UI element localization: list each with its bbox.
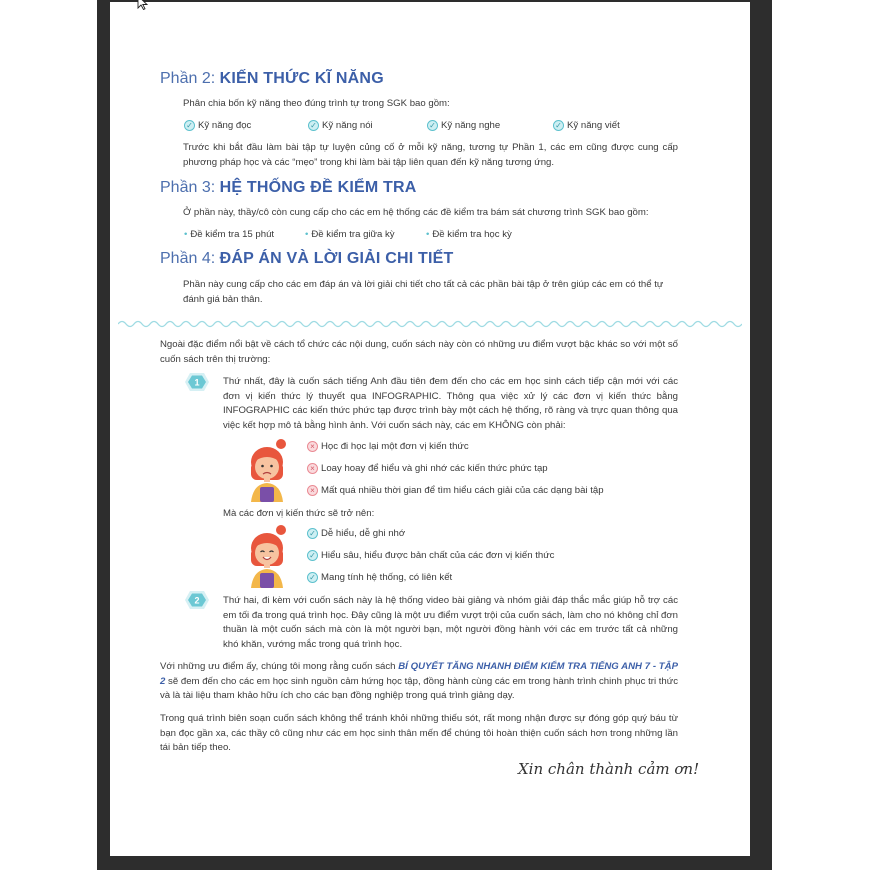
check-icon: ✓ (307, 550, 318, 561)
check-icon: ✓ (308, 120, 319, 131)
cross-icon: × (307, 463, 318, 474)
closing-paragraph-2: Trong quá trình biên soạn cuốn sách không thể tránh khỏi những thiếu sót, rất mong nhận được sự đóng góp quý báu từ bạn đọc gần xa, các thầy cô cũng như các em học sinh thân mến để chúng tôi hoàn thiện cuốn sách hơn trong những lần tái bản tiếp theo. (160, 713, 678, 753)
svg-text:1: 1 (194, 377, 200, 388)
check-icon: ✓ (427, 120, 438, 131)
check-icon: ✓ (307, 528, 318, 539)
wavy-divider (118, 319, 742, 329)
mouse-cursor-icon (136, 0, 150, 10)
signature: Xin chân thành cảm ơn! (518, 760, 700, 778)
test-item: • Đề kiểm tra giữa kỳ (305, 229, 395, 240)
part3-title: HỆ THỐNG ĐỀ KIỂM TRA (219, 179, 417, 196)
point2-text: Thứ hai, đi kèm với cuốn sách này là hệ thống video bài giảng và nhóm giải đáp thắc mắc giúp hỗ trợ các em tối đa trong quá trình học. Đây cũng là một ưu điểm vượt trội của cuốn sách, làm cho nó không chỉ đơn thuần là một cuốn sách mà còn là một người bạn, một người đồng hành với các em trước tất cả những khó khăn, vướng mắc trong quá trình học. (223, 595, 678, 650)
point1-text: Thứ nhất, đây là cuốn sách tiếng Anh đầu tiên đem đến cho các em học sinh cách tiếp cận mới với các đơn vị kiến thức lý thuyết qua INFOGRAPHIC. Thông qua việc xử lý các đơn vị kiến thức bằng INFOGRAPHIC các kiến thức phức tạp được trình bày một cách hệ thống, rõ ràng và trực quan thông qua việc kết hợp mô tả bằng hình ảnh. Với cuốn sách này, các em KHÔNG còn phải: (223, 376, 678, 431)
girl-happy-illustration (243, 524, 291, 588)
part4-prefix: Phần 4: (160, 250, 216, 267)
part2-heading (160, 70, 384, 88)
positive-item: ✓ Hiểu sâu, hiểu được bản chất của các đơn vị kiến thức (307, 550, 554, 561)
number-badge-1 (184, 372, 210, 392)
cross-icon: × (307, 485, 318, 496)
test-item: • Đề kiểm tra học kỳ (426, 229, 512, 240)
part2-prefix: Phần 2: (160, 70, 216, 87)
skill-item: ✓ Kỹ năng nghe (427, 120, 500, 131)
check-icon: ✓ (184, 120, 195, 131)
part2-title: KIẾN THỨC KĨ NĂNG (219, 70, 384, 87)
girl-confused-illustration (243, 438, 291, 502)
check-icon: ✓ (553, 120, 564, 131)
positive-item: ✓ Dễ hiểu, dễ ghi nhớ (307, 528, 405, 539)
part4-description: Phần này cung cấp cho các em đáp án và lời giải chi tiết cho tất cả các phần bài tập ở trên giúp các em có thể tự đánh giá bản thân. (183, 279, 664, 305)
test-item: • Đề kiểm tra 15 phút (184, 229, 274, 240)
skill-item: ✓ Kỹ năng nói (308, 120, 373, 131)
check-icon: ✓ (307, 572, 318, 583)
skill-item: ✓ Kỹ năng viết (553, 120, 620, 131)
negative-item: × Mất quá nhiều thời gian để tìm hiểu cách giải của các dạng bài tập (307, 485, 604, 496)
closing-paragraph-1: Với những ưu điểm ấy, chúng tôi mong rằng cuốn sách BÍ QUYẾT TĂNG NHANH ĐIỂM KIỂM TRA TIẾNG ANH 7 - TẬP 2 sẽ đem đến cho các em học sinh nguồn cảm hứng học tập, đồng hành cùng các em trong hành trình chinh phục tri thức và là tài liệu tham khảo hữu ích cho các bạn đồng nghiệp trong quá trình giảng dạy. (160, 661, 678, 701)
positive-item: ✓ Mang tính hệ thống, có liên kết (307, 572, 452, 583)
part2-description: Trước khi bắt đầu làm bài tập tự luyện củng cố ở mỗi kỹ năng, tương tự Phần 1, các em cũng được cung cấp phương pháp học và các “mẹo” trong khi làm bài tập liên quan đến kỹ năng tương ứng. (183, 142, 678, 168)
number-badge-2 (184, 590, 210, 610)
features-intro: Ngoài đặc điểm nổi bật về cách tổ chức các nội dung, cuốn sách này còn có những ưu điểm vượt bậc khác so với một số cuốn sách trên thị trường: (160, 339, 678, 365)
cross-icon: × (307, 441, 318, 452)
part3-intro: Ở phần này, thầy/cô còn cung cấp cho các em hệ thống các đề kiểm tra bám sát chương trình SGK bao gồm: (183, 207, 649, 218)
negative-item: × Loay hoay để hiểu và ghi nhớ các kiến thức phức tạp (307, 463, 548, 474)
skill-item: ✓ Kỹ năng đọc (184, 120, 251, 131)
book-title: BÍ QUYẾT TĂNG NHANH ĐIỂM KIỂM TRA TIẾNG ANH 7 - TẬP 2 (160, 661, 678, 687)
part4-heading (160, 250, 454, 268)
svg-text:2: 2 (194, 595, 200, 606)
part2-intro: Phân chia bốn kỹ năng theo đúng trình tự trong SGK bao gồm: (183, 98, 450, 109)
part3-prefix: Phần 3: (160, 179, 216, 196)
document-page (110, 2, 750, 856)
part3-heading (160, 179, 417, 197)
part4-title: ĐÁP ÁN VÀ LỜI GIẢI CHI TIẾT (219, 250, 454, 267)
point1-transition: Mà các đơn vị kiến thức sẽ trở nên: (223, 508, 375, 519)
negative-item: × Học đi học lại một đơn vị kiến thức (307, 441, 469, 452)
